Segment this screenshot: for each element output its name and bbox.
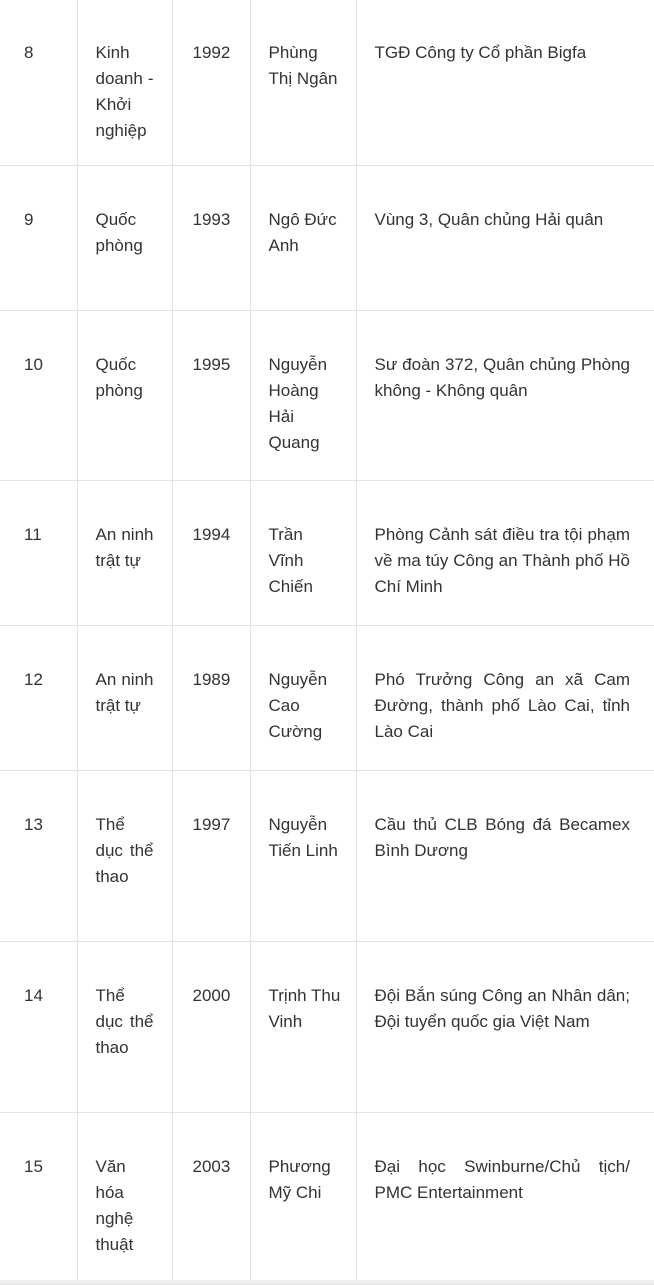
row-number: 10 bbox=[0, 310, 77, 480]
organization-cell: TGĐ Công ty Cổ phần Bigfa bbox=[356, 0, 654, 165]
organization-cell: Phòng Cảnh sát điều tra tội phạm về ma túy Công an Thành phố Hồ Chí Minh bbox=[356, 480, 654, 625]
field-cell: Kinh doanh - Khởi nghiệp bbox=[77, 0, 172, 165]
field-cell: An ninh trật tự bbox=[77, 480, 172, 625]
birth-year-cell: 2000 bbox=[172, 941, 250, 1112]
name-cell: Phương Mỹ Chi bbox=[250, 1112, 356, 1284]
row-number: 8 bbox=[0, 0, 77, 165]
table-row bbox=[0, 770, 654, 941]
row-number: 9 bbox=[0, 165, 77, 310]
table-row bbox=[0, 165, 654, 310]
birth-year-cell: 1997 bbox=[172, 770, 250, 941]
table-row bbox=[0, 310, 654, 480]
field-cell: Quốc phòng bbox=[77, 165, 172, 310]
organization-cell: Sư đoàn 372, Quân chủng Phòng không - Không quân bbox=[356, 310, 654, 480]
table-row bbox=[0, 0, 654, 165]
row-number: 12 bbox=[0, 625, 77, 770]
field-cell: Văn hóa nghệ thuật bbox=[77, 1112, 172, 1284]
name-cell: Ngô Đức Anh bbox=[250, 165, 356, 310]
organization-cell: Đại học Swinburne/Chủ tịch/ PMC Entertainment bbox=[356, 1112, 654, 1284]
table-row bbox=[0, 625, 654, 770]
field-cell: An ninh trật tự bbox=[77, 625, 172, 770]
name-cell: Trịnh Thu Vinh bbox=[250, 941, 356, 1112]
bottom-divider bbox=[0, 1280, 654, 1284]
name-cell: Phùng Thị Ngân bbox=[250, 0, 356, 165]
row-number: 13 bbox=[0, 770, 77, 941]
name-cell: Nguyễn Tiến Linh bbox=[250, 770, 356, 941]
row-number: 15 bbox=[0, 1112, 77, 1284]
table-row bbox=[0, 480, 654, 625]
row-number: 11 bbox=[0, 480, 77, 625]
birth-year-cell: 1993 bbox=[172, 165, 250, 310]
row-number: 14 bbox=[0, 941, 77, 1112]
name-cell: Nguyễn Hoàng Hải Quang bbox=[250, 310, 356, 480]
table-row bbox=[0, 941, 654, 1112]
organization-cell: Đội Bắn súng Công an Nhân dân; Đội tuyển quốc gia Việt Nam bbox=[356, 941, 654, 1112]
birth-year-cell: 1994 bbox=[172, 480, 250, 625]
birth-year-cell: 1995 bbox=[172, 310, 250, 480]
field-cell: Quốc phòng bbox=[77, 310, 172, 480]
organization-cell: Vùng 3, Quân chủng Hải quân bbox=[356, 165, 654, 310]
organization-cell: Cầu thủ CLB Bóng đá Becamex Bình Dương bbox=[356, 770, 654, 941]
organization-cell: Phó Trưởng Công an xã Cam Đường, thành phố Lào Cai, tỉnh Lào Cai bbox=[356, 625, 654, 770]
birth-year-cell: 1989 bbox=[172, 625, 250, 770]
name-cell: Trần Vĩnh Chiến bbox=[250, 480, 356, 625]
table-row bbox=[0, 1112, 654, 1284]
birth-year-cell: 1992 bbox=[172, 0, 250, 165]
name-cell: Nguyễn Cao Cường bbox=[250, 625, 356, 770]
birth-year-cell: 2003 bbox=[172, 1112, 250, 1284]
field-cell: Thể dục thể thao bbox=[77, 770, 172, 941]
field-cell: Thể dục thể thao bbox=[77, 941, 172, 1112]
